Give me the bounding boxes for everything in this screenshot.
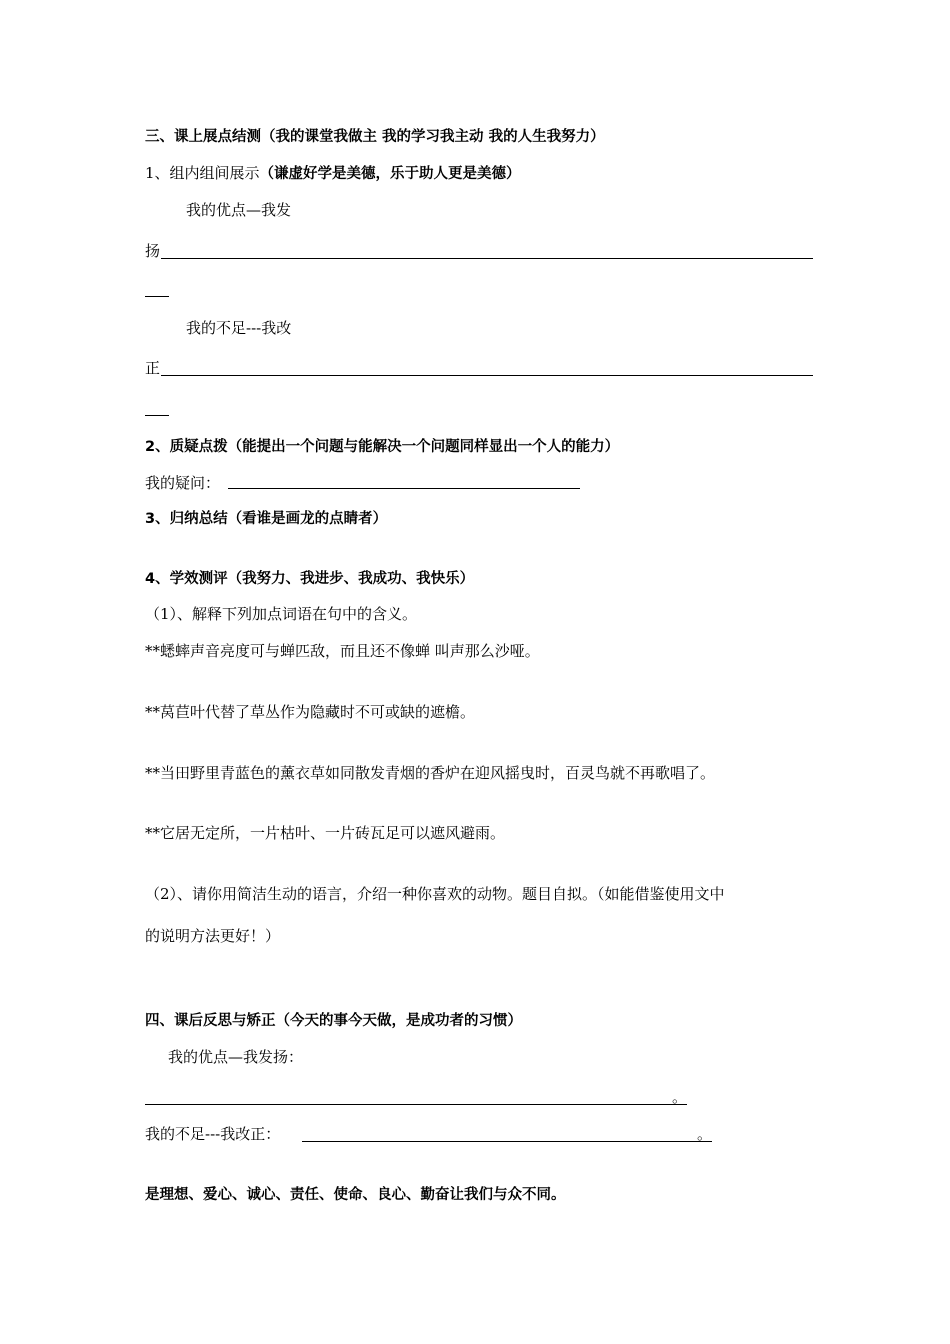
- question2-line2: 的说明方法更好！）: [145, 927, 281, 945]
- section4-period2: 。: [697, 1125, 713, 1143]
- section4-shortcoming-answer-line[interactable]: [302, 1141, 712, 1142]
- shortcoming-answer-line[interactable]: [161, 375, 813, 376]
- advantage-answer-line-end: [145, 296, 169, 297]
- sentence-2: **莴苣叶代替了草丛作为隐藏时不可或缺的遮檐。: [145, 703, 476, 721]
- item3-heading: 3、归纳总结（看谁是画龙的点睛者）: [145, 511, 388, 527]
- section3-heading: 三、课上展点结测（我的课堂我做主 我的学习我主动 我的人生我努力）: [145, 129, 605, 145]
- sentence-4: **它居无定所，一片枯叶、一片砖瓦足可以遮风避雨。: [145, 824, 506, 842]
- question1: （1）、解释下列加点词语在句中的含义。: [145, 605, 418, 623]
- advantage-answer-line[interactable]: [161, 258, 813, 259]
- section4-heading: 四、课后反思与矫正（今天的事今天做，是成功者的习惯）: [145, 1013, 522, 1029]
- shortcoming-line2: 正: [145, 359, 161, 377]
- section4-advantage-label: 我的优点—我发扬：: [168, 1048, 304, 1066]
- advantage-line1: 我的优点—我发: [186, 201, 292, 219]
- item2-heading: 2、质疑点拨（能提出一个问题与能解决一个问题同样显出一个人的能力）: [145, 439, 620, 455]
- item1-bold: （谦虚好学是美德，乐于助人更是美德）: [259, 166, 521, 182]
- item4-heading: 4、学效测评（我努力、我进步、我成功、我快乐）: [145, 571, 475, 587]
- question2-line1: （2）、请你用简洁生动的语言，介绍一种你喜欢的动物。题目自拟。（如能借鉴使用文中: [145, 885, 725, 903]
- question-answer-line[interactable]: [228, 488, 580, 489]
- closing-motto: 是理想、爱心、诚心、责任、使命、良心、勤奋让我们与众不同。: [145, 1187, 566, 1203]
- advantage-line2: 扬: [145, 242, 161, 260]
- section4-advantage-answer-line[interactable]: [145, 1104, 687, 1105]
- section4-shortcoming-label: 我的不足---我改正：: [145, 1125, 281, 1143]
- item1-line: [145, 163, 521, 184]
- section4-period1: 。: [672, 1088, 688, 1106]
- sentence-1: **蟋蟀声音亮度可与蝉匹敌，而且还不像蝉 叫声那么沙哑。: [145, 642, 540, 660]
- shortcoming-line1: 我的不足---我改: [186, 319, 292, 337]
- shortcoming-answer-line-end: [145, 415, 169, 416]
- item1-prefix: 1、组内组间展示: [145, 164, 260, 182]
- question-label: 我的疑问：: [145, 474, 221, 492]
- sentence-3: **当田野里青蓝色的薰衣草如同散发青烟的香炉在迎风摇曳时，百灵鸟就不再歌唱了。: [145, 764, 716, 782]
